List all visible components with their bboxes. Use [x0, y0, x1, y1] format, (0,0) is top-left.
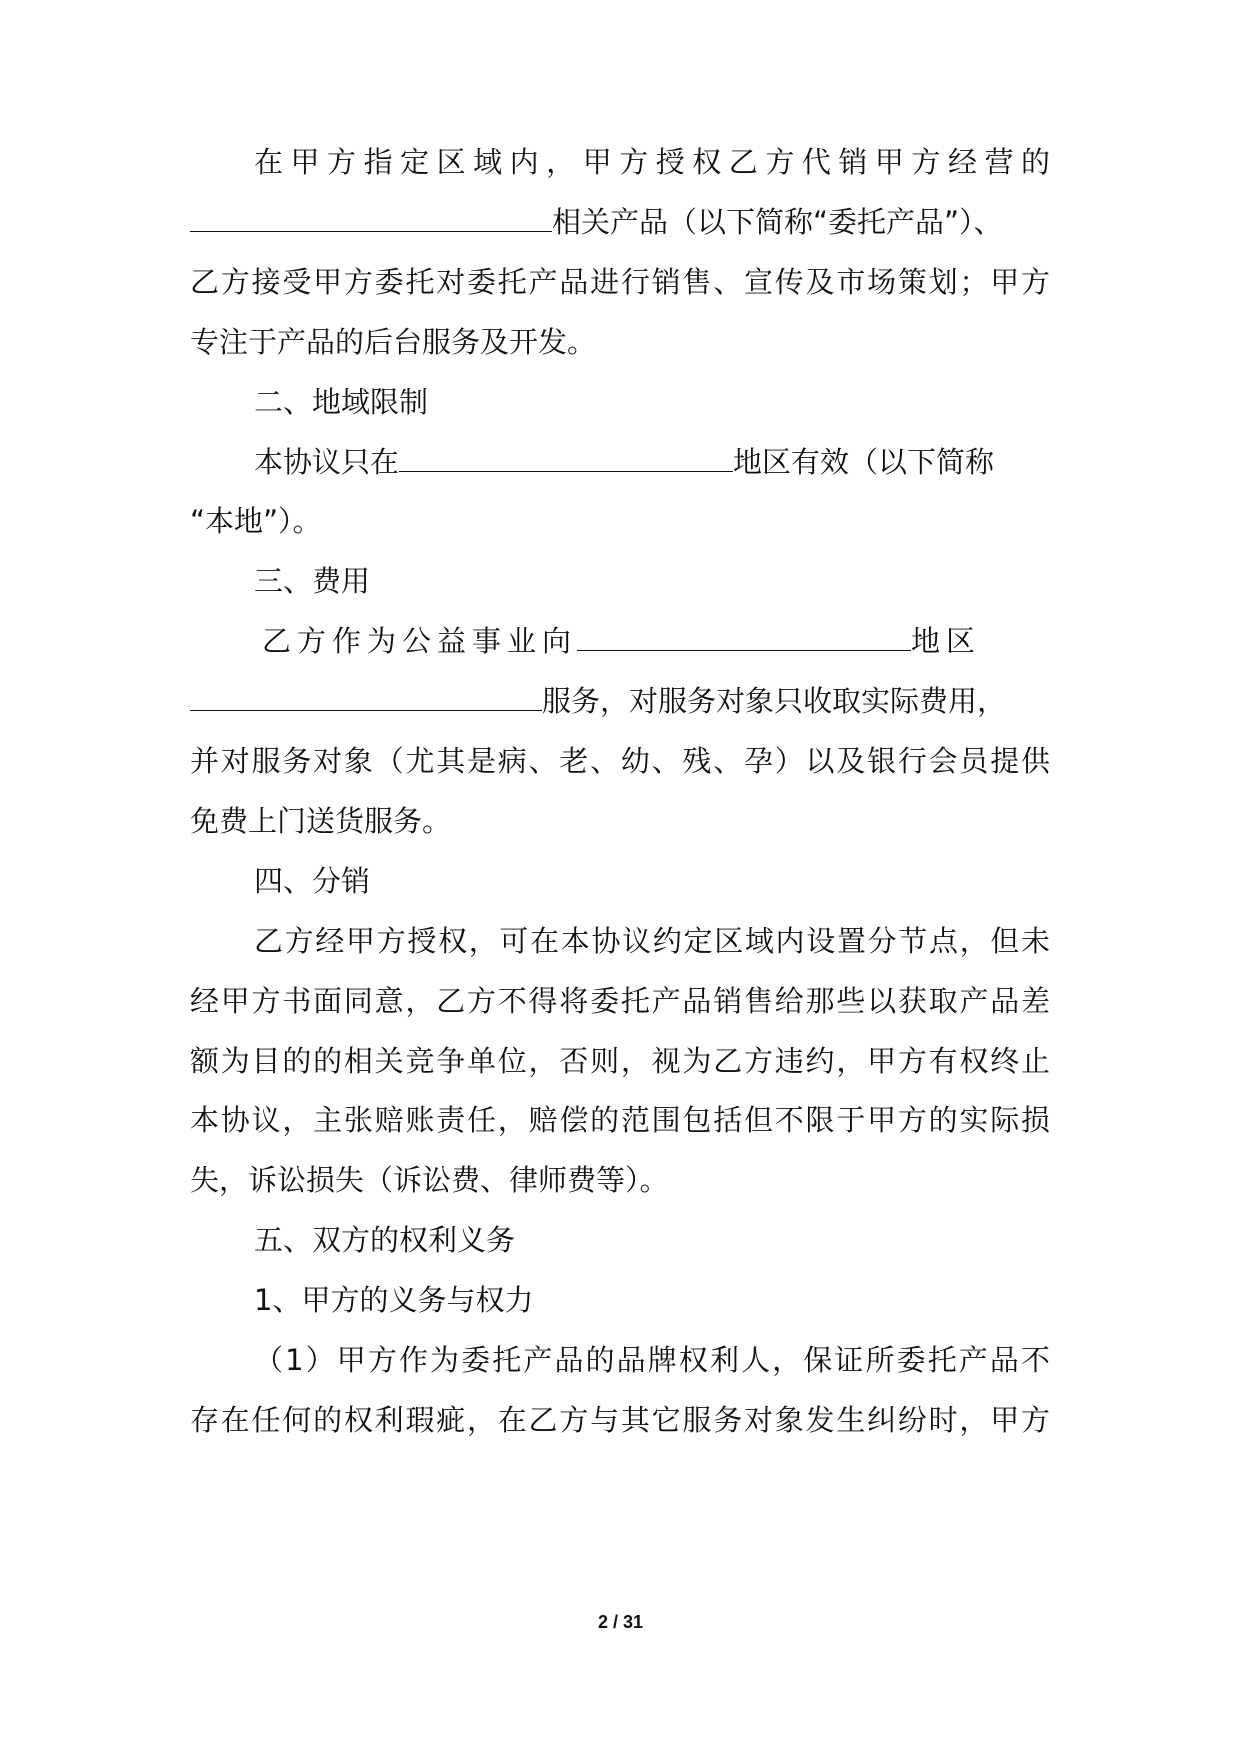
fill-in-blank-service-region[interactable]: [577, 622, 911, 651]
text: 失，诉讼损失（诉讼费、律师费等）。: [190, 1163, 669, 1197]
paragraph-3-line-1: [262, 621, 981, 661]
text: 地区有效（以下简称: [733, 445, 995, 479]
section-heading-3: [254, 561, 370, 601]
paragraph-4-line-1: [254, 921, 1050, 961]
page-number: 2 / 31: [597, 1612, 644, 1632]
section-heading-2: [254, 382, 428, 422]
paragraph-4-line-3: [190, 1041, 1050, 1081]
text: 免费上门送货服务。: [190, 804, 452, 838]
paragraph-2-line-1: [254, 442, 994, 482]
paragraph-4-line-5: [190, 1160, 669, 1200]
paragraph-1-line-2: [190, 202, 1003, 242]
text: 额为目的的相关竞争单位，否则，视为乙方违约，甲方有权终止: [190, 1044, 1050, 1078]
text: 本协议只在: [254, 445, 400, 479]
heading-text: 二、地域限制: [254, 385, 429, 419]
paragraph-3-line-2: [190, 681, 1006, 721]
subsection-heading-5-1: [254, 1280, 533, 1320]
text: “本地”）。: [190, 504, 322, 538]
paragraph-1-line-3: [190, 262, 1050, 302]
text: 乙方接受甲方委托对委托产品进行销售、宣传及市场策划；甲方: [190, 265, 1050, 299]
paragraph-4-line-2: [190, 981, 1050, 1021]
paragraph-1-line-1: [254, 142, 1050, 182]
paragraph-5-line-1: [254, 1340, 1050, 1380]
text: 相关产品（以下简称“委托产品”）、: [552, 205, 1003, 239]
text: 并对服务对象（尤其是病、老、幼、残、孕）以及银行会员提供: [190, 744, 1050, 778]
paragraph-5-line-2: [190, 1400, 1050, 1440]
fill-in-blank-product[interactable]: [190, 203, 552, 232]
paragraph-3-line-3: [190, 741, 1050, 781]
text: 专注于产品的后台服务及开发。: [190, 325, 597, 359]
paragraph-4-line-4: [190, 1100, 1050, 1140]
text: （1）甲方作为委托产品的品牌权利人，保证所委托产品不: [254, 1343, 1050, 1377]
text: 经甲方书面同意，乙方不得将委托产品销售给那些以获取产品差: [190, 984, 1050, 1018]
paragraph-1-line-4: [190, 322, 596, 362]
section-heading-5: [254, 1220, 515, 1260]
text: 服务，对服务对象只收取实际费用，: [542, 684, 1007, 718]
fill-in-blank-service-scope[interactable]: [190, 682, 542, 711]
section-heading-4: [254, 861, 370, 901]
text: 地区: [911, 624, 982, 658]
text: 本协议，主张赔账责任，赔偿的范围包括但不限于甲方的实际损: [190, 1103, 1050, 1137]
text: 存在任何的权利瑕疵，在乙方与其它服务对象发生纠纷时，甲方: [190, 1403, 1050, 1437]
heading-text: 三、费用: [254, 564, 371, 598]
paragraph-2-line-2: [190, 501, 322, 541]
heading-text: 五、双方的权利义务: [254, 1223, 516, 1257]
text: 在甲方指定区域内，甲方授权乙方代销甲方经营的: [254, 145, 1050, 179]
text: 乙方作为公益事业向: [262, 624, 578, 658]
paragraph-3-line-4: [190, 801, 451, 841]
heading-text: 1、甲方的义务与权力: [254, 1283, 534, 1317]
fill-in-blank-region[interactable]: [399, 443, 733, 472]
heading-text: 四、分销: [254, 864, 371, 898]
text: 乙方经甲方授权，可在本协议约定区域内设置分节点，但未: [254, 924, 1050, 958]
